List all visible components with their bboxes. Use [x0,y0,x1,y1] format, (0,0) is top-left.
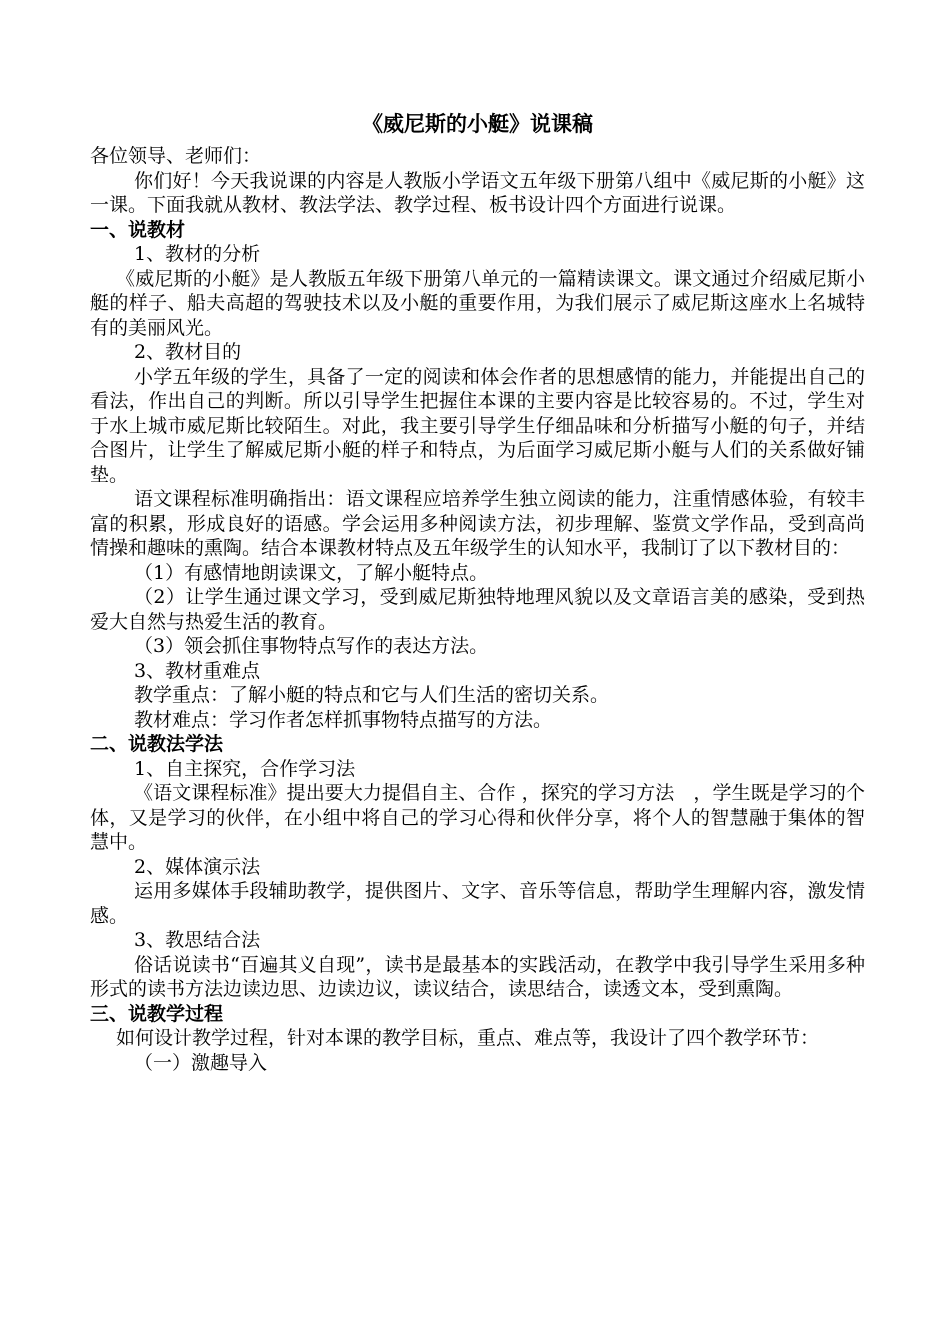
document-body [90,144,865,1075]
paragraph: 你们好！今天我说课的内容是人教版小学语文五年级下册第八组中《威尼斯的小艇》这一课。下面我就从教材、教法学法、教学过程、板书设计四个方面进行说课。 [90,169,865,216]
paragraph: （2）让学生通过课文学习，受到威尼斯独特地理风貌以及文章语言美的感染，受到热爱大自然与热爱生活的教育。 [90,586,865,633]
paragraph: 《语文课程标准》提出要大力提倡自主、合作 ，探究的学习方法 ，学生既是学习的个体，又是学习的伙伴，在小组中将自己的学习心得和伙伴分享，将个人的智慧融于集体的智慧中。 [90,782,865,853]
paragraph: （3）领会抓住事物特点写作的表达方法。 [134,635,489,657]
paragraph: （1）有感情地朗读课文，了解小艇特点。 [134,561,489,584]
paragraph: 教材难点：学习作者怎样抓事物特点描写的方法。 [134,708,553,731]
document-page [90,110,865,1075]
paragraph: （一）激趣导入 [134,1051,268,1074]
paragraph: 《威尼斯的小艇》是人教版五年级下册第八单元的一篇精读课文。课文通过介绍威尼斯小艇的样子、船夫高超的驾驶技术以及小艇的重要作用，为我们展示了威尼斯这座水上名城特有的美丽风光。 [90,267,865,339]
paragraph: 3、教思结合法 [134,929,261,951]
paragraph: 小学五年级的学生，具备了一定的阅读和体会作者的思想感情的能力，并能提出自己的看法，作出自己的判断。所以引导学生把握住本课的主要内容是比较容易的。不过，学生对于水上城市威尼斯比较陌生。对此，我主要引导学生仔细品味和分析描写小艇的句子，并结合图片，让学生了解威尼斯小艇的样子和特点，为后面学习威尼斯小艇与人们的关系做好铺垫。 [90,365,865,486]
paragraph: 如何设计教学过程，针对本课的教学目标，重点、难点等，我设计了四个教学环节： [116,1027,820,1049]
section-heading: 二、说教法学法 [90,733,224,755]
section-heading: 一、说教材 [90,218,186,241]
paragraph: 各位领导、老师们： [90,145,262,167]
paragraph: 俗话说读书“百遍其义自现”，读书是最基本的实践活动，在教学中我引导学生采用多种形式的读书方法边读边思、边读边议，读议结合，读思结合，读透文本，受到熏陶。 [90,953,865,1000]
paragraph: 3、教材重难点 [134,659,261,682]
section-heading: 三、说教学过程 [90,1002,224,1025]
paragraph: 1、教材的分析 [134,243,261,265]
document-title: 《威尼斯的小艇》说课稿 [362,111,593,136]
paragraph: 1、自主探究，合作学习法 [134,757,356,780]
paragraph: 语文课程标准明确指出：语文课程应培养学生独立阅读的能力，注重情感体验，有较丰富的积累，形成良好的语感。学会运用多种阅读方法，初步理解、鉴赏文学作品，受到高尚情操和趣味的熏陶。结合本课教材特点及五年级学生的认知水平，我制订了以下教材目的： [90,488,865,559]
paragraph: 2、教材目的 [134,341,242,363]
paragraph: 运用多媒体手段辅助教学，提供图片、文字、音乐等信息，帮助学生理解内容，激发情感。 [90,880,865,927]
paragraph: 2、媒体演示法 [134,855,261,878]
paragraph: 教学重点：了解小艇的特点和它与人们生活的密切关系。 [134,684,610,706]
